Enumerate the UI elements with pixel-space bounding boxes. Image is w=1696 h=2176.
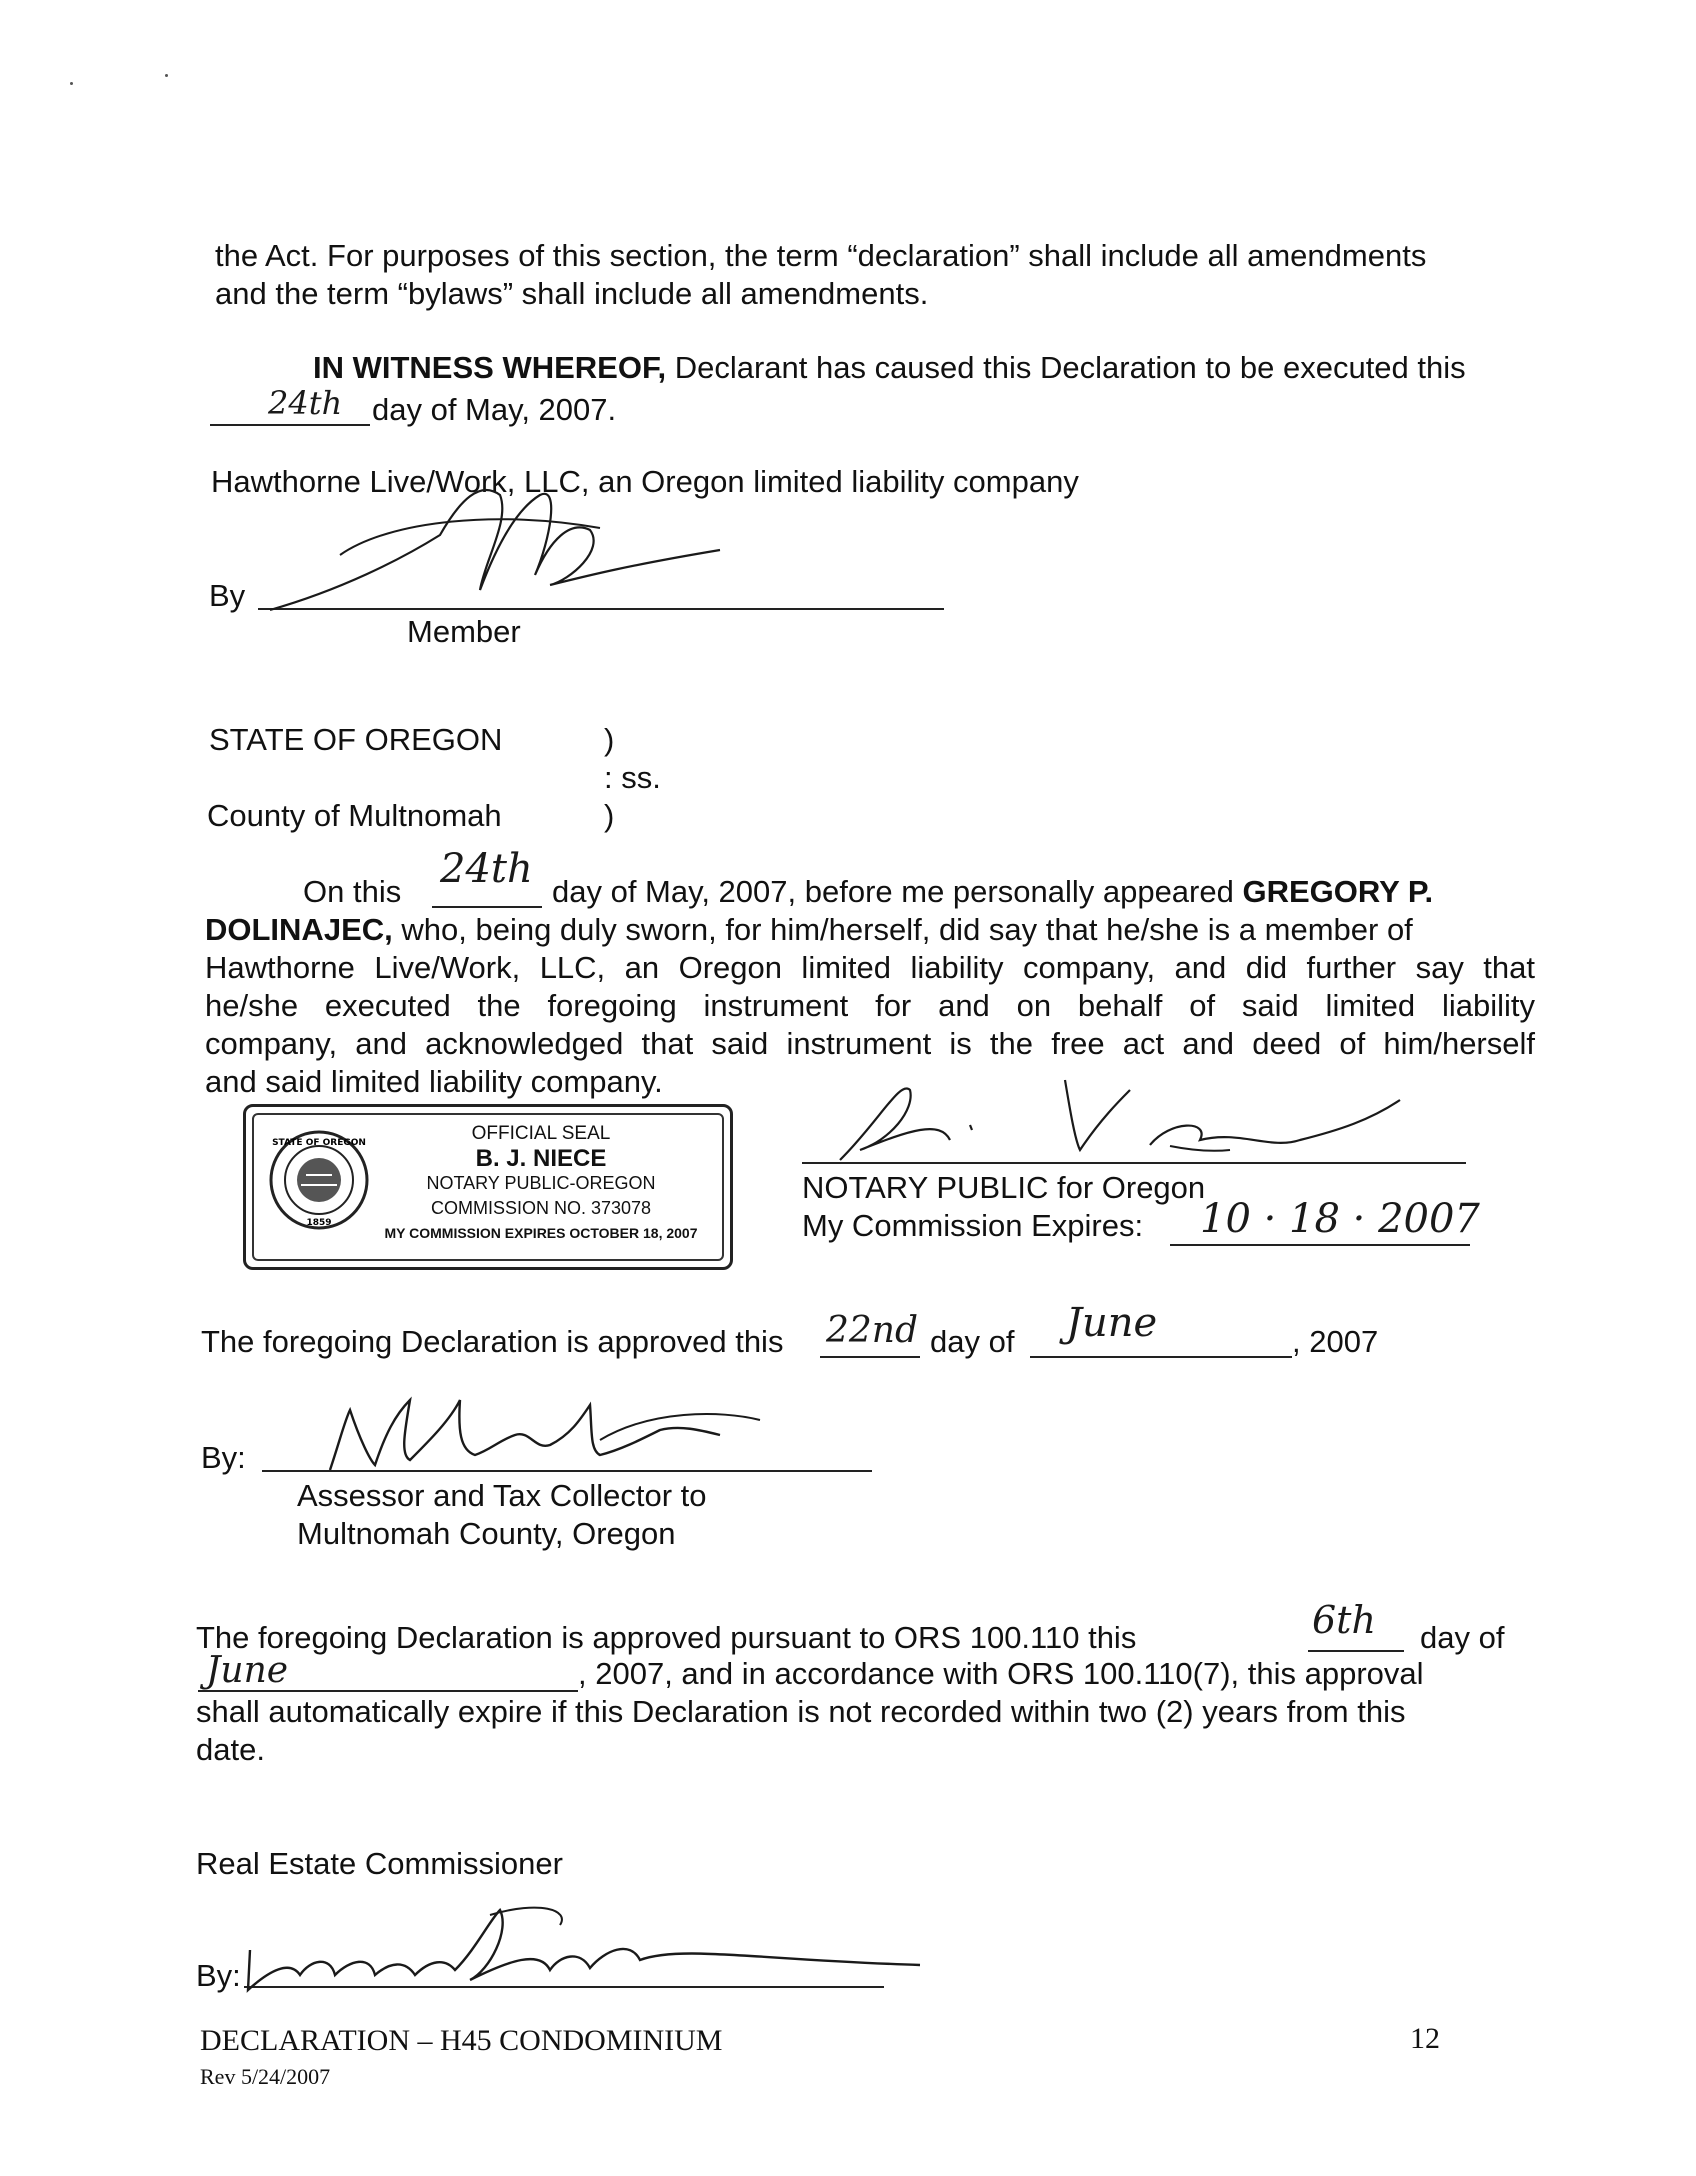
seal-text-block <box>366 1121 716 1246</box>
para1-line1: the Act. For purposes of this section, the term “declaration” shall include all amendments <box>215 238 1427 273</box>
ack-line2 <box>205 912 1413 948</box>
commissioner-signature-scribble <box>240 1890 940 2000</box>
ors-line2-rest: , 2007, and in accordance with ORS 100.110(7), this approval <box>578 1656 1424 1691</box>
notary-expires-label: My Commission Expires: <box>802 1208 1144 1243</box>
ack-line3: Hawthorne Live/Work, LLC, an Oregon limited liability company, and did further say that <box>205 950 1535 985</box>
ors-line4: date. <box>196 1732 265 1767</box>
notary-expires-blank <box>1170 1244 1470 1246</box>
seal-emblem-year: 1859 <box>306 1218 332 1228</box>
ack-line2-text: who, being duly sworn, for him/herself, did say that he/she is a member of <box>392 912 1413 947</box>
commissioner-title: Real Estate Commissioner <box>196 1846 563 1881</box>
official-seal-stamp <box>243 1104 733 1270</box>
scan-speck <box>165 74 168 77</box>
assessor-day-of: day of <box>930 1324 1015 1359</box>
ack-line1-text: day of May, 2007, before me personally appeared <box>552 874 1234 909</box>
declarant-signature-scribble <box>250 440 770 620</box>
witness-day-blank <box>210 424 370 426</box>
assessor-line-pre: The foregoing Declaration is approved this <box>201 1324 784 1359</box>
notary-signature-line <box>802 1162 1466 1164</box>
notary-signature-scribble <box>800 1060 1440 1170</box>
ack-line5: company, and acknowledged that said instrument is the free act and deed of him/herself <box>205 1026 1535 1061</box>
seal-emblem-top-text: STATE OF OREGON <box>272 1138 366 1148</box>
para1-line2: and the term “bylaws” shall include all amendments. <box>215 276 929 311</box>
venue-paren-2: ) <box>604 798 615 833</box>
footer-page-number: 12 <box>1410 2022 1440 2055</box>
witness-text: Declarant has caused this Declaration to be executed this <box>666 350 1466 385</box>
declarant-member-label: Member <box>407 614 521 649</box>
witness-bold: IN WITNESS WHEREOF, <box>313 350 667 385</box>
venue-ss: : ss. <box>604 760 661 795</box>
seal-emblem <box>268 1129 370 1231</box>
ack-day-blank <box>432 906 542 908</box>
ack-line1-post <box>552 874 1433 910</box>
assessor-title-2: Multnomah County, Oregon <box>297 1516 676 1551</box>
venue-state: STATE OF OREGON <box>209 722 503 757</box>
declarant-company: Hawthorne Live/Work, LLC, an Oregon limited liability company <box>211 464 1079 499</box>
assessor-month-handwritten: June <box>1066 1300 1158 1346</box>
seal-expiration: MY COMMISSION EXPIRES OCTOBER 18, 2007 <box>384 1225 698 1241</box>
venue-paren-1: ) <box>604 722 615 757</box>
ack-day-handwritten: 24th <box>440 846 533 892</box>
ors-day-handwritten: 6th <box>1312 1598 1376 1642</box>
witness-line <box>313 350 1466 386</box>
ors-day-blank <box>1308 1650 1404 1652</box>
ack-name-part2: DOLINAJEC, <box>205 912 393 947</box>
ack-line1 <box>303 874 401 910</box>
seal-notary-name: B. J. NIECE <box>475 1145 607 1172</box>
ors-line1-pre: The foregoing Declaration is approved pursuant to ORS 100.110 this <box>196 1620 1137 1655</box>
ack-line4: he/she executed the foregoing instrument for and on behalf of said limited liability <box>205 988 1535 1023</box>
ors-line1-post: day of <box>1420 1620 1505 1655</box>
footer-document-title: DECLARATION – H45 CONDOMINIUM <box>200 2024 723 2057</box>
assessor-day-handwritten: 22nd <box>826 1310 919 1351</box>
ack-on-this: On this <box>303 874 402 909</box>
ack-line6: and said limited liability company. <box>205 1064 663 1099</box>
assessor-by-label: By: <box>201 1440 246 1475</box>
footer-revision: Rev 5/24/2007 <box>200 2064 331 2089</box>
notary-title: NOTARY PUBLIC for Oregon <box>802 1170 1206 1205</box>
assessor-signature-scribble <box>300 1380 780 1480</box>
ors-line3: shall automatically expire if this Declaration is not recorded within two (2) years from this <box>196 1694 1406 1729</box>
commissioner-by-label: By: <box>196 1958 241 1993</box>
ack-name-part1: GREGORY P. <box>1242 874 1434 909</box>
ors-month-handwritten: June <box>206 1650 289 1691</box>
assessor-title-1: Assessor and Tax Collector to <box>297 1478 707 1513</box>
venue-county: County of Multnomah <box>207 798 502 833</box>
assessor-year: , 2007 <box>1292 1324 1379 1359</box>
assessor-day-blank <box>820 1356 920 1358</box>
scan-speck <box>70 82 73 85</box>
witness-date-text: day of May, 2007. <box>372 392 617 427</box>
witness-day-handwritten: 24th <box>268 384 343 422</box>
seal-notary-public: NOTARY PUBLIC-OREGON <box>426 1173 656 1193</box>
seal-title: OFFICIAL SEAL <box>471 1123 611 1144</box>
notary-expires-handwritten: 10 · 18 · 2007 <box>1200 1196 1480 1242</box>
seal-commission-number: COMMISSION NO. 373078 <box>430 1198 652 1218</box>
assessor-month-blank <box>1030 1356 1292 1358</box>
declarant-by-label: By <box>209 578 246 613</box>
